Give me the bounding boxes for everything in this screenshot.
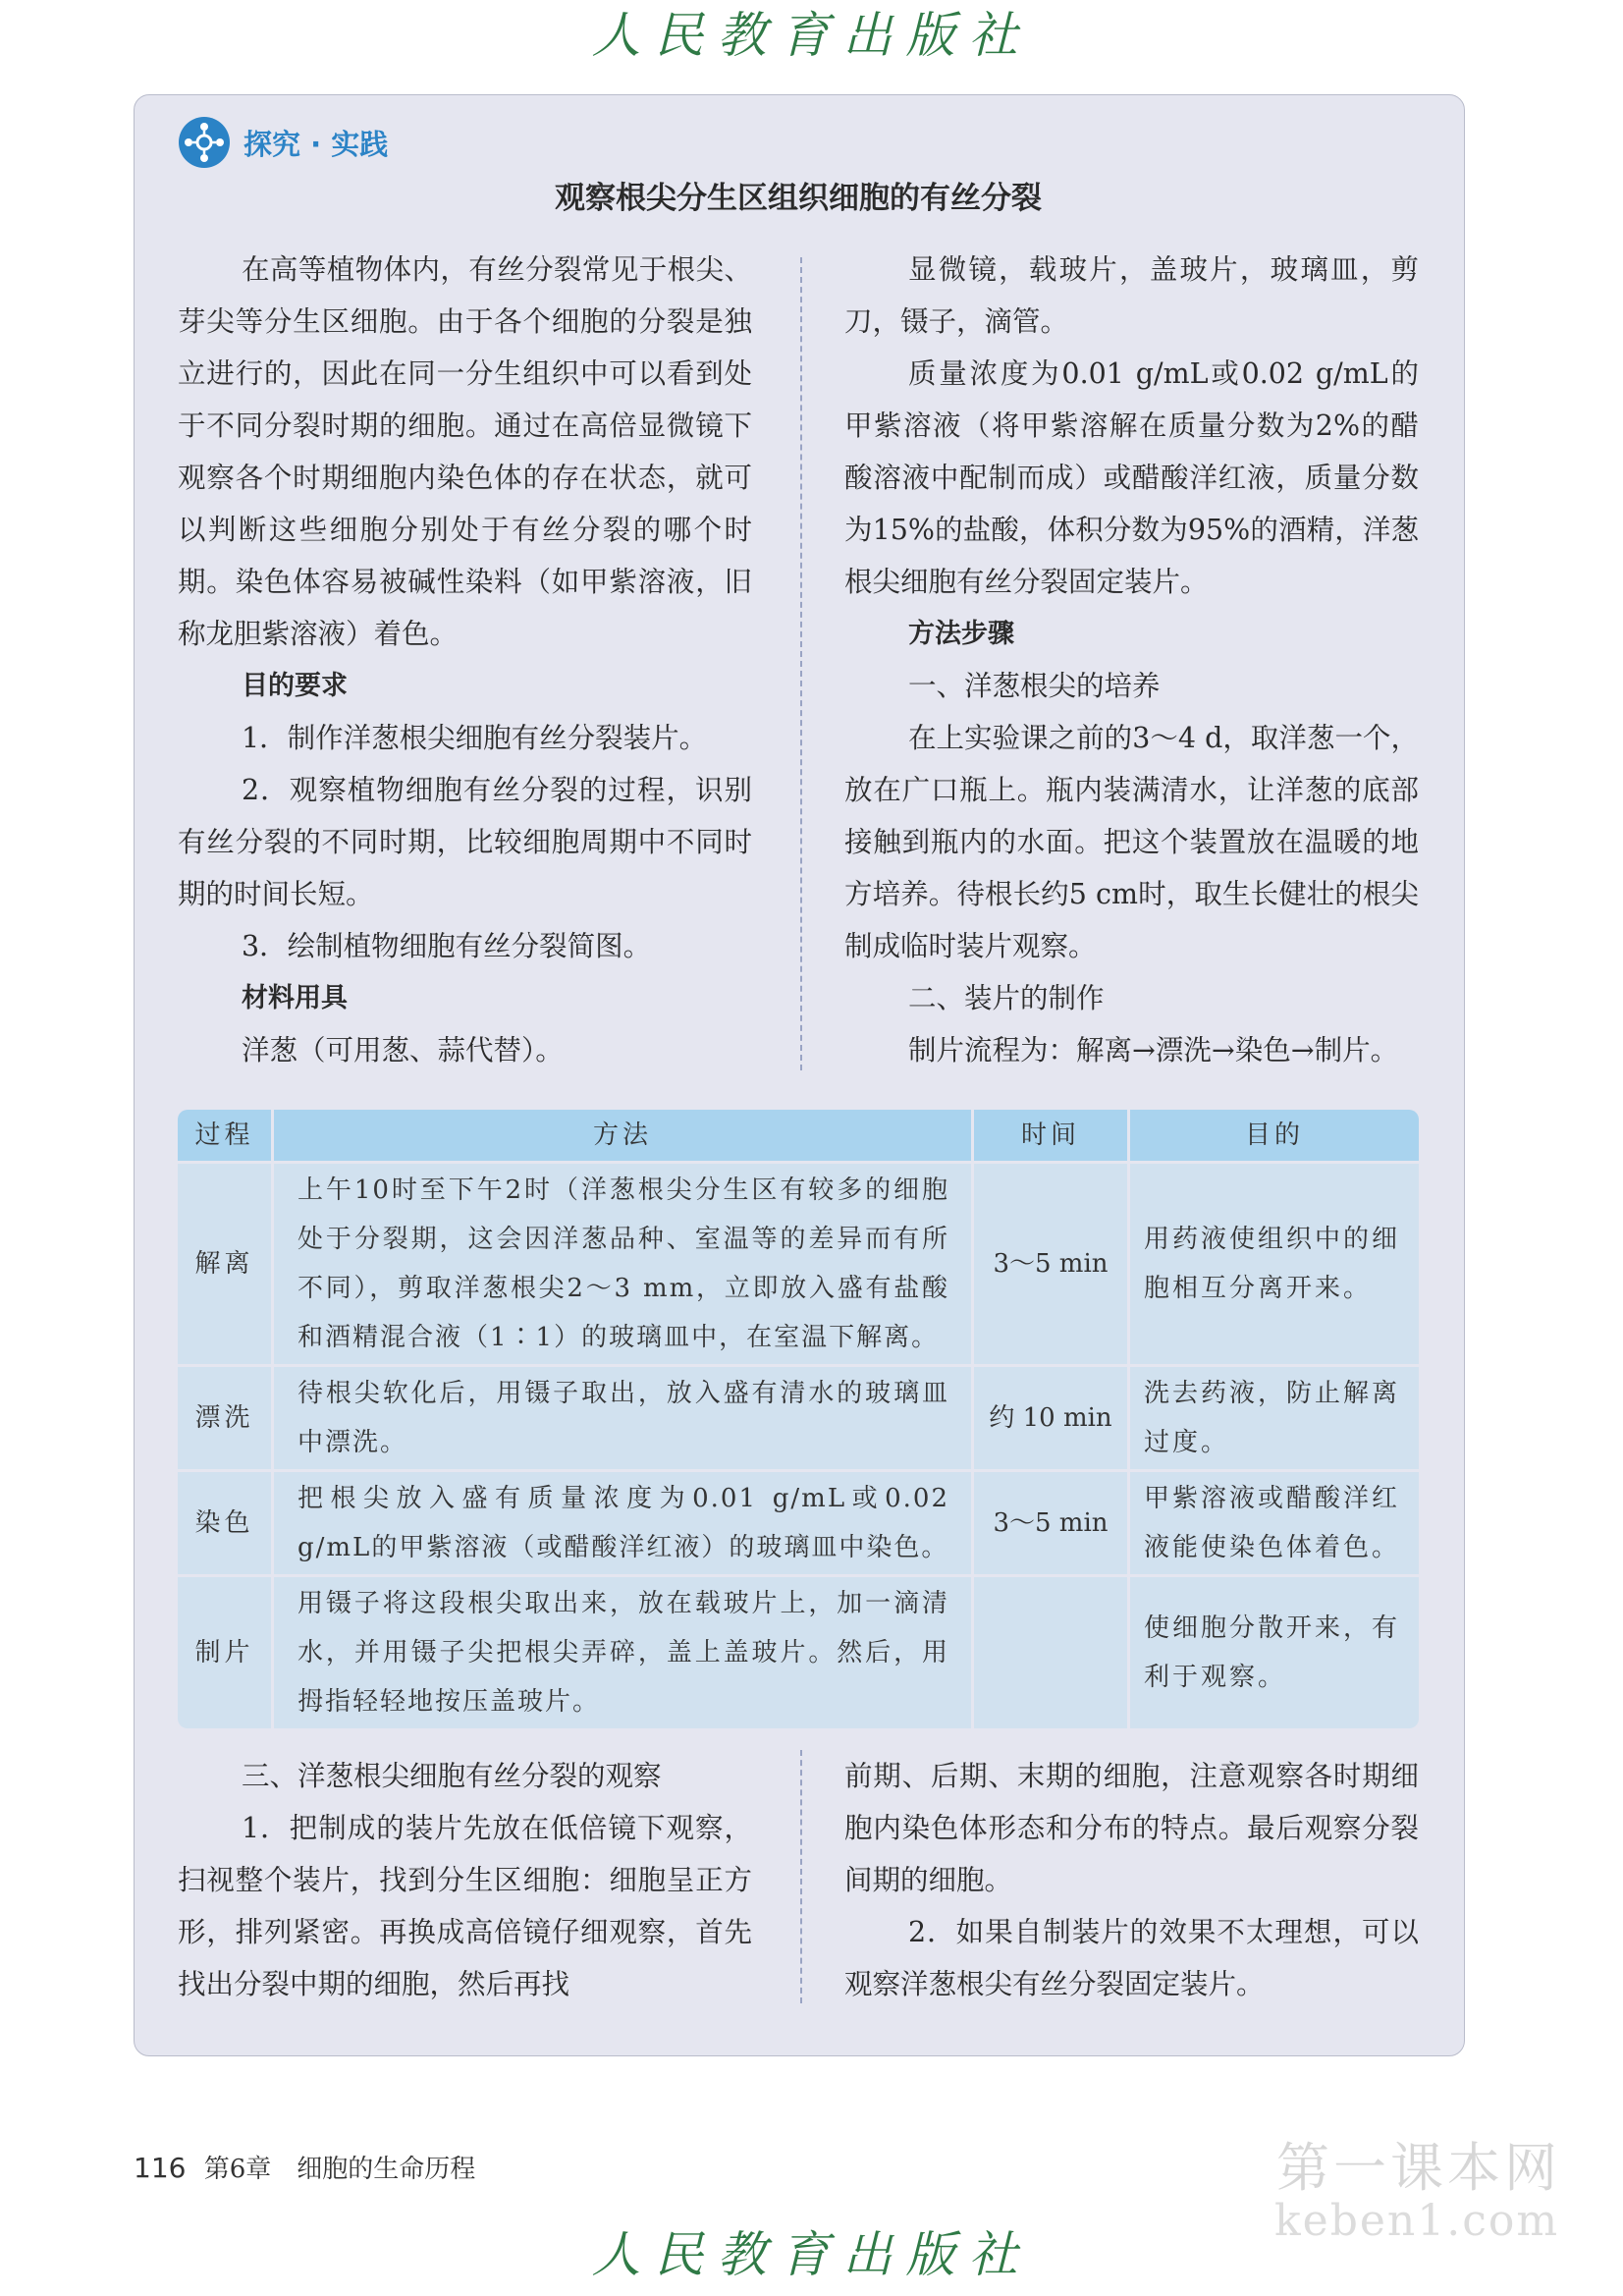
intro-paragraph: 在高等植物体内，有丝分裂常见于根尖、芽尖等分生区细胞。由于各个细胞的分裂是独立进行的，因此在同一分生组织中可以看到处于不同分裂时期的细胞。通过在高倍显微镜下观察各个时期细胞内染色体的存在状态，就可以判断这些细胞分别处于有丝分裂的哪个时期。染色体容易被碱性染料（如甲紫溶液，旧称龙胆紫溶液）着色。 <box>178 253 752 650</box>
bottom-right-column <box>844 1750 1419 2010</box>
explore-practice-icon <box>179 117 230 168</box>
cell-purpose: 使细胞分散开来，有利于观察。 <box>1130 1577 1419 1728</box>
step3-continuation: 前期、后期、末期的细胞，注意观察各时期细胞内染色体形态和分布的特点。最后观察分裂间期的细胞。 <box>844 1760 1419 1896</box>
cell-time: 3～5 min <box>974 1164 1130 1367</box>
section-badge <box>179 117 388 168</box>
cell-process: 染色 <box>178 1472 274 1577</box>
cell-method: 用镊子将这段根尖取出来，放在载玻片上，加一滴清水，并用镊子尖把根尖弄碎，盖上盖玻片。然后，用拇指轻轻地按压盖玻片。 <box>274 1577 974 1728</box>
goal-item-1: 1．制作洋葱根尖细胞有丝分裂装片。 <box>242 722 708 754</box>
cell-method: 把根尖放入盛有质量浓度为0.01 g/mL或0.02 g/mL的甲紫溶液（或醋酸洋红液）的玻璃皿中染色。 <box>274 1472 974 1577</box>
reagents-text: 质量浓度为0.01 g/mL或0.02 g/mL的甲紫溶液（将甲紫溶解在质量分数为2%的醋酸溶液中配制而成）或醋酸洋红液，质量分数为15%的盐酸，体积分数为95%的酒精，洋葱根尖细胞有丝分裂固定装片。 <box>844 357 1419 598</box>
publisher-logo-bottom: 人民教育出版社 <box>591 2226 1032 2283</box>
cell-time: 约 10 min <box>974 1367 1130 1472</box>
page-number: 116 <box>134 2152 187 2184</box>
cell-process: 制片 <box>178 1577 274 1728</box>
step3-title: 三、洋葱根尖细胞有丝分裂的观察 <box>242 1760 662 1792</box>
step2-text: 制片流程为：解离→漂洗→染色→制片。 <box>908 1034 1399 1066</box>
right-column <box>844 244 1419 1076</box>
column-divider-top <box>800 257 802 1070</box>
materials-text-2: 显微镜，载玻片，盖玻片，玻璃皿，剪刀，镊子，滴管。 <box>844 253 1419 338</box>
goal-item-2: 2．观察植物细胞有丝分裂的过程，识别有丝分裂的不同时期，比较细胞周期中不同时期的时间长短。 <box>178 774 752 910</box>
table-row <box>178 1164 1419 1367</box>
goals-heading: 目的要求 <box>242 671 348 701</box>
watermark-cn: 第一课本网 <box>1276 2137 1561 2199</box>
watermark-url: keben1.com <box>1274 2196 1560 2246</box>
bottom-left-column <box>178 1750 752 2010</box>
materials-text-1: 洋葱（可用葱、蒜代替）。 <box>242 1034 564 1066</box>
chapter-title: 第6章 细胞的生命历程 <box>203 2155 476 2184</box>
cell-time: 3～5 min <box>974 1472 1130 1577</box>
step2-title: 二、装片的制作 <box>908 982 1105 1014</box>
header-method: 方法 <box>274 1110 974 1164</box>
left-column <box>178 244 752 1076</box>
cell-method: 待根尖软化后，用镊子取出，放入盛有清水的玻璃皿中漂洗。 <box>274 1367 974 1472</box>
step1-text: 在上实验课之前的3～4 d，取洋葱一个，放在广口瓶上。瓶内装满清水，让洋葱的底部接触到瓶内的水面。把这个装置放在温暖的地方培养。待根长约5 cm时，取生长健壮的根尖制成临时装片观察。 <box>844 722 1419 962</box>
cell-process: 解离 <box>178 1164 274 1367</box>
header-time: 时间 <box>974 1110 1130 1164</box>
step1-title: 一、洋葱根尖的培养 <box>908 670 1161 702</box>
header-purpose: 目的 <box>1130 1110 1419 1164</box>
page-title: 观察根尖分生区组织细胞的有丝分裂 <box>555 181 1042 216</box>
procedure-table <box>178 1110 1419 1728</box>
cell-purpose: 用药液使组织中的细胞相互分离开来。 <box>1130 1164 1419 1367</box>
column-divider-bottom <box>800 1750 802 2003</box>
goal-item-3: 3．绘制植物细胞有丝分裂简图。 <box>242 930 652 962</box>
header-process: 过程 <box>178 1110 274 1164</box>
cell-time <box>974 1577 1130 1728</box>
publisher-logo-top: 人民教育出版社 <box>591 7 1032 64</box>
table-row <box>178 1472 1419 1577</box>
cell-purpose: 甲紫溶液或醋酸洋红液能使染色体着色。 <box>1130 1472 1419 1577</box>
cell-purpose: 洗去药液，防止解离过度。 <box>1130 1367 1419 1472</box>
table-row <box>178 1577 1419 1728</box>
table-row <box>178 1367 1419 1472</box>
cell-process: 漂洗 <box>178 1367 274 1472</box>
step3-text: 1．把制成的装片先放在低倍镜下观察，扫视整个装片，找到分生区细胞：细胞呈正方形，排列紧密。再换成高倍镜仔细观察，首先找出分裂中期的细胞，然后再找 <box>178 1812 752 2000</box>
cell-method: 上午10时至下午2时（洋葱根尖分生区有较多的细胞处于分裂期，这会因洋葱品种、室温等的差异而有所不同），剪取洋葱根尖2～3 mm，立即放入盛有盐酸和酒精混合液（1∶1）的玻璃皿中，在室温下解离。 <box>274 1164 974 1367</box>
materials-heading: 材料用具 <box>242 983 348 1013</box>
badge-label: 探究 · 实践 <box>243 127 389 161</box>
page-footer <box>134 2149 475 2185</box>
table-header-row <box>178 1110 1419 1164</box>
step3-item-2: 2．如果自制装片的效果不太理想，可以观察洋葱根尖有丝分裂固定装片。 <box>844 1916 1419 2000</box>
steps-heading: 方法步骤 <box>908 619 1014 649</box>
